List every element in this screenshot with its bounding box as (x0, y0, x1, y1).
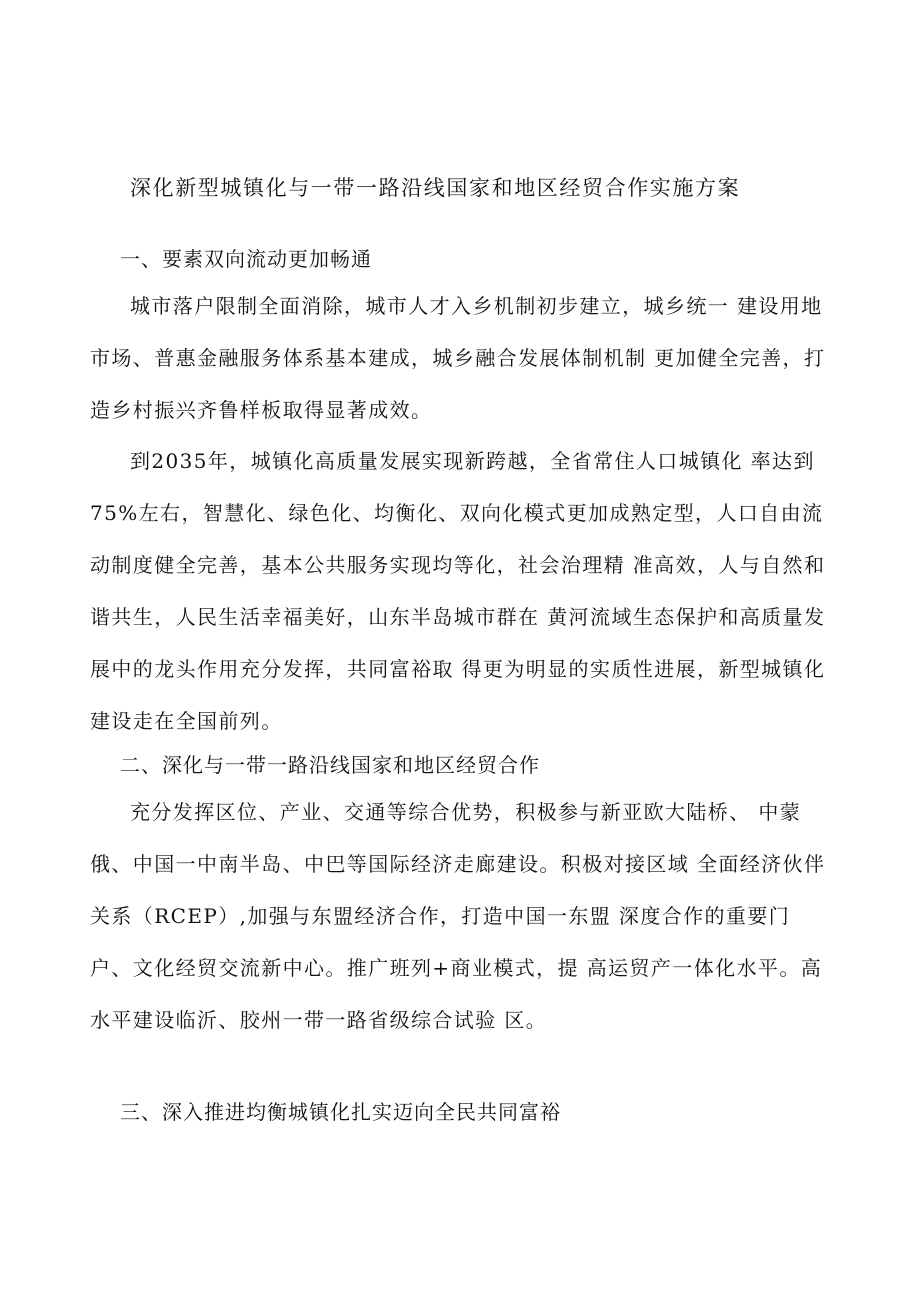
section-heading-2: 二、深化与一带一路沿线国家和地区经贸合作 (120, 753, 540, 777)
document-title: 深化新型城镇化与一带一路沿线国家和地区经贸合作实施方案 (130, 176, 741, 200)
section-2-paragraph-1: 充分发挥区位、产业、交通等综合优势，积极参与新亚欧大陆桥、 中蒙俄、中国一中南半岛、中巴等国际经济走廊建设。积极对接区域 全面经济伙伴关系（RCEP）,加强与东盟经济合作，打造中国一东盟 深度合作的重要门户、文化经贸交流新中心。推广班列+商业模式，提 高运贸产一体化水平。高水平建设临沂、胶州一带一路省级综合试验 区。 (90, 800, 826, 1032)
section-heading-1: 一、要素双向流动更加畅通 (120, 247, 372, 271)
section-heading-3: 三、深入推进均衡城镇化扎实迈向全民共同富裕 (120, 1100, 561, 1124)
section-1-paragraph-1: 城市落户限制全面消除，城市人才入乡机制初步建立，城乡统一 建设用地市场、普惠金融服务体系基本建成，城乡融合发展体制机制 更加健全完善，打造乡村振兴齐鲁样板取得显著成效。 (90, 294, 826, 422)
section-1-paragraph-2: 到2035年，城镇化高质量发展实现新跨越，全省常住人口城镇化 率达到75%左右，智慧化、绿色化、均衡化、双向化模式更加成熟定型，人口自由流动制度健全完善，基本公共服务实现均等化，社会治理精 准高效，人与自然和谐共生，人民生活幸福美好，山东半岛城市群在 黄河流域生态保护和高质量发展中的龙头作用充分发挥，共同富裕取 得更为明显的实质性进展，新型城镇化建设走在全国前列。 (90, 449, 826, 733)
